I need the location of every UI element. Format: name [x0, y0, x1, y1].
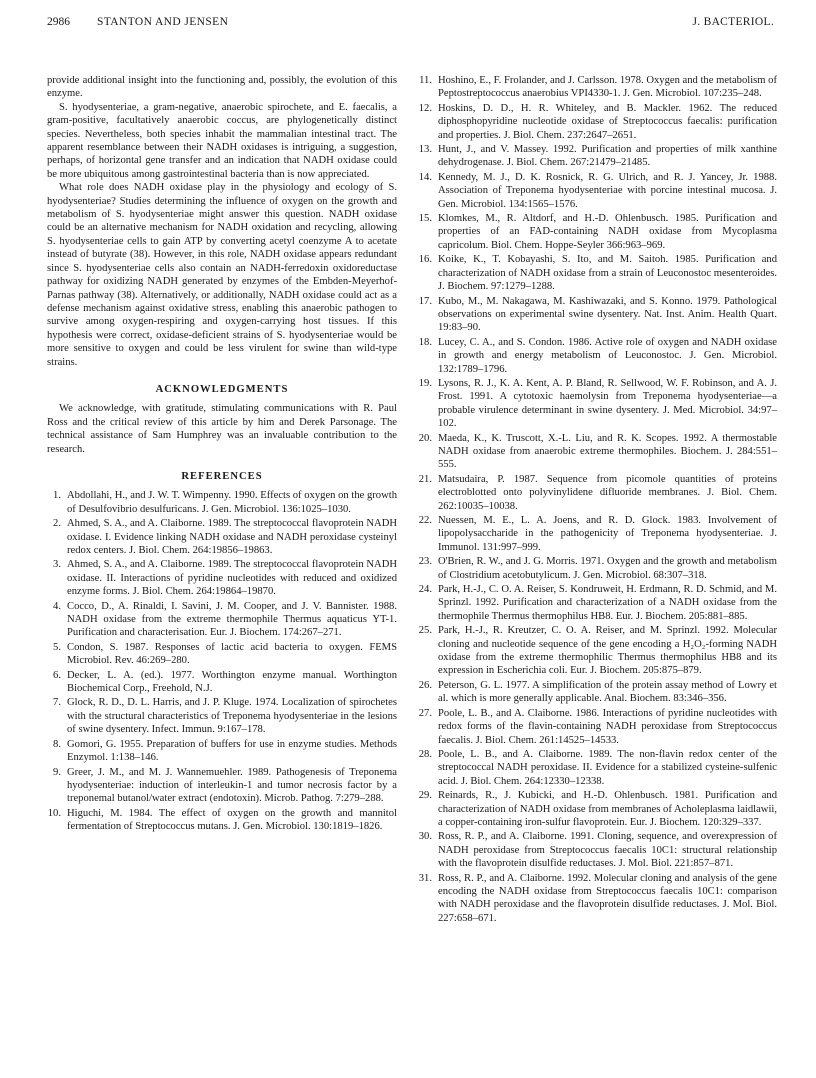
reference-text: Hoshino, E., F. Frolander, and J. Carlsson. 1978. Oxygen and the metabolism of Peptostreptococcus anaerobius VPI4330-1. J. Gen. Microbiol. 107:235–248. [438, 75, 777, 100]
reference-list-right [416, 74, 777, 925]
reference-text: Ross, R. P., and A. Claiborne. 1992. Molecular cloning and analysis of the gene encoding the NADH oxidase from Streptococcus faecalis 10C1: comparison with NADH peroxidase and the flavoprotein disulfide reductases. J. Mol. Biol. 227:658–671. [438, 872, 777, 924]
reference-text: Matsudaira, P. 1987. Sequence from picomole quantities of proteins electroblotted onto polyvinylidene difluoride membranes. J. Biol. Chem. 262:10035–10038. [438, 473, 777, 512]
reference-text: Ahmed, S. A., and A. Claiborne. 1989. The streptococcal flavoprotein NADH oxidase. I. Evidence linking NADH oxidase and NADH peroxidase cysteinyl redox centers. J. Biol. Chem. 264:19856–19863. [67, 518, 397, 556]
running-head-authors: STANTON AND JENSEN [97, 16, 229, 28]
reference-item [47, 669, 397, 696]
reference-item [416, 707, 777, 747]
reference-number: 4. [53, 600, 61, 612]
reference-number: 24. [418, 584, 432, 596]
reference-item [47, 489, 397, 516]
acknowledgments-text: We acknowledge, with gratitude, stimulating communications with R. Paul Ross and the critical review of this article by him and Derek Parsonage. The technical assistance of Sam Humphrey was an invaluable contribution to the research. [47, 403, 397, 455]
reference-number: 21. [418, 473, 432, 485]
reference-text: Greer, J. M., and M. J. Wannemuehler. 1989. Pathogenesis of Treponema hyodysenteriae: induction of interleukin-1 and tumor necrosis factor by a treponemal butanol/water extract (endotoxin). Microb. Pathog. 7:279–288. [67, 766, 397, 805]
reference-number: 3. [53, 559, 61, 571]
reference-number: 16. [418, 254, 432, 266]
reference-item [416, 102, 777, 142]
reference-text: Condon, S. 1987. Responses of lactic acid bacteria to oxygen. FEMS Microbiol. Rev. 46:269–280. [67, 641, 397, 667]
reference-text: Klomkes, M., R. Altdorf, and H.-D. Ohlenbusch. 1985. Purification and properties of an FAD-containing NADH oxidase from Mycoplasma capricolum. Biol. Chem. Hoppe-Seyler 366:963–969. [438, 213, 777, 251]
reference-text: Gomori, G. 1955. Preparation of buffers for use in enzyme studies. Methods Enzymol. 1:138–146. [67, 738, 397, 764]
reference-number: 11. [419, 75, 432, 86]
reference-item [416, 432, 777, 472]
reference-item [416, 295, 777, 335]
reference-item [47, 696, 397, 736]
reference-number: 8. [53, 738, 61, 750]
reference-number: 10. [47, 807, 61, 819]
page-header [47, 16, 774, 32]
body-paragraph: What role does NADH oxidase play in the physiology and ecology of S. hyodysenteriae? Studies determining the influence of oxygen on the growth and metabolism of S. hyodysenteriae might answer this question. NADH oxidase could be an alternative mechanism for NADH oxidation and recycling, allowing S. hyodysenteriae cells to gain ATP by converting acetyl coenzyme A to acetate instead of butyrate (38). However, in this role, NADH oxidase appears redundant since S. hyodysenteriae cells also contain an NADH-ferredoxin oxidoreductase pathway for oxidizing NADH generated by enzymes of the Embden-Meyerhof-Parnas pathway (38). Alternatively, or additionally, NADH oxidase could act as a defense mechanism against oxidative stress, enabling this anaerobic pathogen to survive among oxygen-respiring and oxygen-carrying host tissues. If this hypothesis were correct, oxidase-deficient strains of S. hyodysenteriae would be more sensitive to oxygen and could be less virulent for swine than wild-type strains. [47, 182, 397, 368]
reference-number: 18. [418, 336, 432, 348]
reference-number: 25. [418, 625, 432, 637]
reference-item [47, 766, 397, 806]
reference-item [47, 807, 397, 834]
acknowledgments-heading: ACKNOWLEDGMENTS [155, 383, 289, 395]
reference-number: 2. [53, 518, 61, 530]
reference-item [416, 583, 777, 623]
reference-item [416, 624, 777, 678]
reference-item [416, 830, 777, 870]
reference-number: 7. [53, 697, 61, 709]
reference-text: Poole, L. B., and A. Claiborne. 1989. The non-flavin redox center of the streptococcal NADH peroxidase. II. Evidence for a stabilized cysteine-sulfenic acid. J. Biol. Chem. 264:12330–12338. [438, 748, 777, 787]
reference-number: 5. [53, 641, 61, 653]
reference-item [416, 377, 777, 431]
reference-text: Peterson, G. L. 1977. A simplification of the protein assay method of Lowry et al. which is more generally applicable. Anal. Biochem. 83:346–356. [438, 679, 777, 705]
running-head-journal: J. BACTERIOL. [692, 16, 774, 28]
reference-text: Reinards, R., J. Kubicki, and H.-D. Ohlenbusch. 1981. Purification and characterization of NADH oxidase from membranes of Acholeplasma laidlawii, a copper-containing iron-sulfur flavoprotein. Eur. J. Biochem. 120:329–337. [438, 790, 777, 828]
reference-number: 19. [418, 377, 432, 389]
page-number: 2986 [47, 16, 70, 28]
reference-text: Hoskins, D. D., H. R. Whiteley, and B. Mackler. 1962. The reduced diphosphopyridine nucleotide oxidase of Streptococcus faecalis: purification and properties. J. Biol. Chem. 237:2647–2651. [438, 102, 777, 141]
reference-text: Kennedy, M. J., D. K. Rosnick, R. G. Ulrich, and R. J. Yancey, Jr. 1988. Association of Treponema hyodysenteriae with porcine intestinal mucosa. J. Gen. Microbiol. 134:1565–1576. [438, 171, 777, 210]
reference-item [47, 738, 397, 765]
references-heading: REFERENCES [181, 470, 263, 482]
reference-item [416, 679, 777, 706]
reference-item [47, 558, 397, 598]
reference-text: Abdollahi, H., and J. W. T. Wimpenny. 1990. Effects of oxygen on the growth of Desulfovibrio desulfuricans. J. Gen. Microbiol. 136:1025–1030. [67, 490, 397, 515]
reference-text: Maeda, K., K. Truscott, X.-L. Liu, and R. K. Scopes. 1992. A thermostable NADH oxidase from anaerobic extreme thermophiles. Biochem. J. 284:551–555. [438, 432, 777, 471]
reference-text: Hunt, J., and V. Massey. 1992. Purification and properties of milk xanthine dehydrogenase. J. Biol. Chem. 267:21479–21485. [438, 144, 777, 169]
reference-item [416, 336, 777, 376]
reference-number: 22. [418, 515, 432, 526]
body-paragraph: S. hyodysenteriae, a gram-negative, anaerobic spirochete, and E. faecalis, a gram-positive, facultatively anaerobic coccus, are phylogenetically distinct species. Nevertheless, both species inhabit the mammalian intestinal tract. The apparent resemblance between their NADH oxidases is intriguing, a suggestion, perhaps, of horizontal gene transfer and an indication that NADH oxidase could be more ubiquitous among gastrointestinal bacteria than is now appreciated. [47, 101, 397, 180]
reference-text: Kubo, M., M. Nakagawa, M. Kashiwazaki, and S. Konno. 1979. Pathological observations on experimental swine dysentery. Nat. Inst. Anim. Health Quart. 19:83–90. [438, 295, 777, 334]
reference-number: 13. [418, 144, 432, 156]
reference-text: Cocco, D., A. Rinaldi, I. Savini, J. M. Cooper, and J. V. Bannister. 1988. NADH oxidase from the extreme thermophile Thermus aquaticus YT-1. Purification and characterisation. Eur. J. Biochem. 174:267–271. [67, 600, 397, 639]
reference-text: Lysons, R. J., K. A. Kent, A. P. Bland, R. Sellwood, W. F. Robinson, and A. J. Frost. 1991. A cytotoxic haemolysin from Treponema hyodysenteriae—a probable virulence determinant in swine dysentery. J. Med. Microbiol. 34:97–102. [438, 377, 777, 430]
reference-text: Nuessen, M. E., L. A. Joens, and R. D. Glock. 1983. Involvement of lipopolysaccharide in the pathogenicity of Treponema hyodysenteriae. J. Immunol. 131:997–999. [438, 515, 777, 553]
reference-number: 26. [418, 679, 432, 691]
reference-item [416, 514, 777, 554]
reference-item [416, 872, 777, 926]
reference-text: Ahmed, S. A., and A. Claiborne. 1989. The streptococcal flavoprotein NADH oxidase. II. Interactions of pyridine nucleotides with reduced and oxidized enzyme forms. J. Biol. Chem. 264:19864–19870. [67, 559, 397, 598]
reference-number: 20. [418, 432, 432, 444]
body-paragraph: provide additional insight into the functioning and, possibly, the evolution of this enzyme. [47, 75, 397, 100]
reference-item [416, 748, 777, 788]
reference-item [416, 212, 777, 252]
reference-number: 6. [53, 669, 61, 681]
reference-number: 28. [418, 748, 432, 760]
left-column [47, 74, 397, 835]
reference-number: 12. [418, 102, 432, 114]
reference-text: O'Brien, R. W., and J. G. Morris. 1971. Oxygen and the growth and metabolism of Clostridium acetobutylicum. J. Gen. Microbiol. 68:307–318. [438, 556, 777, 581]
reference-number: 17. [418, 295, 432, 307]
reference-number: 14. [418, 171, 432, 183]
reference-text: Koike, K., T. Kobayashi, S. Ito, and M. Saitoh. 1985. Purification and characterization of NADH oxidase from a strain of Leuconostoc mesenteroides. J. Biochem. 97:1279–1288. [438, 254, 777, 293]
reference-list-left [47, 489, 397, 833]
reference-text: Ross, R. P., and A. Claiborne. 1991. Cloning, sequence, and overexpression of NADH peroxidase from Streptococcus faecalis 10C1: structural relationship with the flavoprotein disulfide reductases. J. Mol. Biol. 221:857–871. [438, 831, 777, 870]
reference-item [416, 473, 777, 513]
reference-text: Glock, R. D., D. L. Harris, and J. P. Kluge. 1974. Localization of spirochetes with the structural characteristics of Treponema hyodysenteriae in the lesions of swine dysentery. Infect. Immun. 9:167–178. [67, 697, 397, 736]
reference-number: 29. [418, 790, 432, 802]
reference-number: 23. [418, 556, 432, 568]
reference-item [416, 789, 777, 829]
reference-text: Higuchi, M. 1984. The effect of oxygen on the growth and mannitol fermentation of Streptococcus mutans. J. Gen. Microbiol. 130:1819–1826. [67, 807, 397, 833]
reference-number: 30. [418, 831, 432, 843]
reference-item [47, 517, 397, 557]
reference-item [416, 555, 777, 582]
reference-number: 15. [418, 213, 432, 225]
reference-text: Park, H.-J., C. O. A. Reiser, S. Kondruweit, H. Erdmann, R. D. Schmid, and M. Sprinzl. 1992. Purification and characterization of a NADH oxidase from the thermophile Thermus thermophilus HB8. Eur. J. Biochem. 205:881–885. [438, 584, 777, 622]
reference-number: 27. [418, 707, 432, 719]
reference-text: Lucey, C. A., and S. Condon. 1986. Active role of oxygen and NADH oxidase in growth and energy metabolism of Leuconostoc. J. Gen. Microbiol. 132:1789–1796. [438, 336, 777, 375]
reference-text: Poole, L. B., and A. Claiborne. 1986. Interactions of pyridine nucleotides with redox forms of the flavin-containing NADH peroxidase from Streptococcus faecalis. J. Biol. Chem. 261:14525–14533. [438, 707, 777, 746]
reference-item [47, 641, 397, 668]
reference-item [416, 171, 777, 211]
reference-item [416, 143, 777, 170]
reference-number: 9. [53, 766, 61, 778]
right-column [416, 74, 777, 926]
reference-number: 31. [418, 872, 432, 884]
reference-number: 1. [53, 490, 61, 502]
reference-item [416, 253, 777, 293]
reference-text: Decker, L. A. (ed.). 1977. Worthington enzyme manual. Worthington Biochemical Corp., Freehold, N.J. [67, 669, 397, 695]
reference-item [47, 600, 397, 640]
reference-text: Park, H.-J., R. Kreutzer, C. O. A. Reiser, and M. Sprinzl. 1992. Molecular cloning and nucleotide sequence of the gene encoding a H₂O₂-forming NADH oxidase from the extreme thermophilic Thermus thermophilus HB8 and its expression in Escherichia coli. Eur. J. Biochem. 205:875–879. [438, 625, 777, 677]
reference-item [416, 74, 777, 101]
